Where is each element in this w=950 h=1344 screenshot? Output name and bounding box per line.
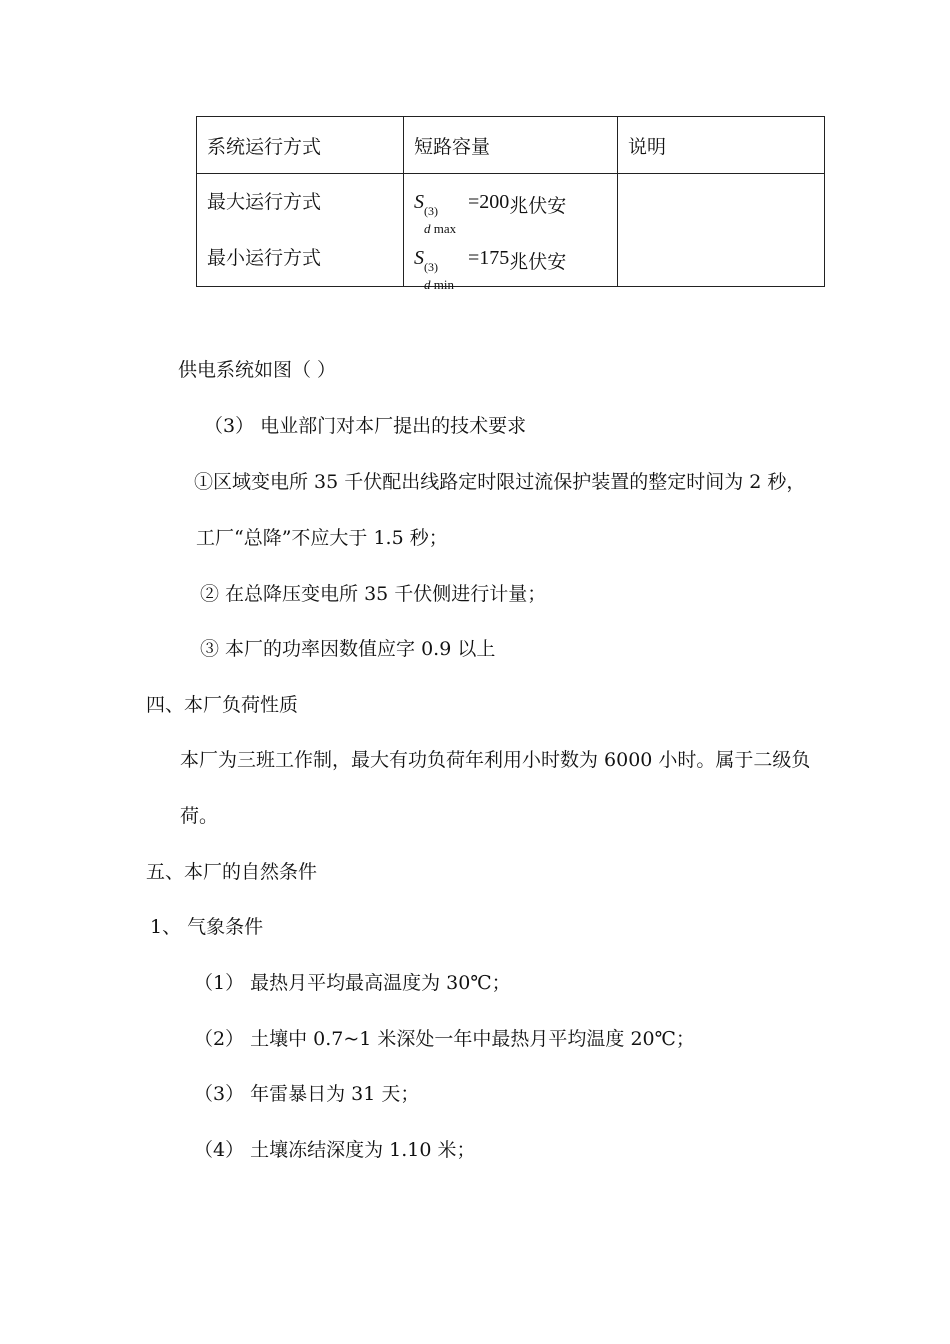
paragraph-technical-requirements: （3） 电业部门对本厂提出的技术要求 [204,415,527,437]
mode-cell [197,174,404,287]
paragraph-supply-system: 供电系统如图（ ） [178,359,337,381]
formula-superscript: (3) [424,204,438,219]
formula-subscript-min: min [433,277,454,293]
condition-item-1: （1） 最热月平均最高温度为 30℃； [194,972,511,994]
capacity-cell [404,174,618,293]
header-operating-mode: 系统运行方式 [197,117,404,174]
formula-symbol: S [414,191,424,213]
capacity-unit: 兆伏安 [509,251,567,273]
subsection-heading-weather: 1、 气象条件 [150,916,264,938]
remarks-cell [618,174,825,287]
mode-max: 最大运行方式 [207,191,322,213]
formula-superscript: (3) [424,260,438,275]
paragraph-requirement-1: ①区域变电所 35 千伏配出线路定时限过流保护装置的整定时间为 2 秒， [194,471,806,493]
table-row [197,174,825,287]
section-heading-load-nature: 四、本厂负荷性质 [146,694,299,716]
formula-subscript-max: max [433,221,457,237]
formula-subscript-d: d [424,277,431,293]
formula-subscript-d: d [424,221,431,237]
paragraph-requirement-3: ③ 本厂的功率因数值应字 0.9 以上 [200,638,496,660]
paragraph-load-nature: 本厂为三班工作制，最大有功负荷年利用小时数为 6000 小时。属于二级负 [180,749,811,771]
table-header-row [197,117,825,174]
capacity-unit: 兆伏安 [509,195,567,217]
header-short-circuit-capacity: 短路容量 [404,117,618,174]
paragraph-requirement-2: ② 在总降压变电所 35 千伏侧进行计量； [200,583,547,605]
short-circuit-capacity-table [196,116,825,293]
condition-item-2: （2） 土壤中 0.7~1 米深处一年中最热月平均温度 20℃； [194,1028,695,1050]
condition-item-3: （3） 年雷暴日为 31 天； [194,1083,420,1105]
capacity-max-value: =200 [468,191,510,213]
section-heading-natural-conditions: 五、本厂的自然条件 [146,861,318,883]
paragraph-load-nature-cont: 荷。 [180,805,219,827]
capacity-min-value: =175 [468,247,510,269]
condition-item-4: （4） 土壤冻结深度为 1.10 米； [194,1139,476,1161]
formula-symbol: S [414,247,424,269]
mode-min: 最小运行方式 [207,247,322,269]
capacity-max-formula [414,174,607,237]
header-remarks: 说明 [618,117,825,174]
paragraph-requirement-1-cont: 工厂“总降”不应大于 1.5 秒； [196,527,448,549]
